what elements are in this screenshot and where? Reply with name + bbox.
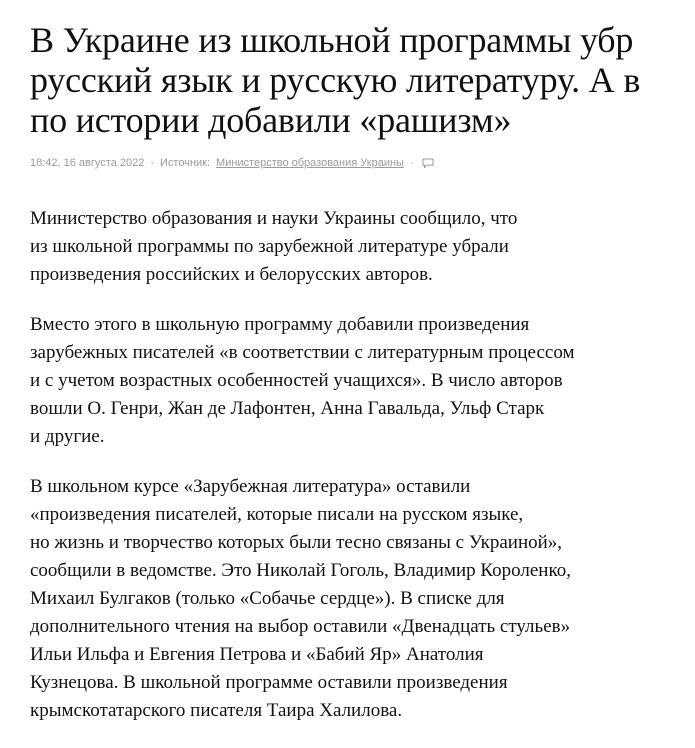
paragraph-line: и другие.	[30, 426, 105, 447]
article-body	[30, 205, 670, 725]
paragraph-line: Ильи Ильфа и Евгения Петрова и «Бабий Яр» Анатолия	[30, 644, 484, 665]
paragraph-line: зарубежных писателей «в соответствии с литературным процессом	[30, 342, 575, 363]
comment-icon[interactable]	[422, 158, 434, 168]
meta-separator: ·	[150, 157, 155, 169]
paragraph-line: «произведения писателей, которые писали на русском языке,	[30, 504, 524, 525]
paragraph	[30, 473, 670, 725]
article-meta	[30, 156, 695, 170]
paragraph-line: вошли О. Генри, Жан де Лафонтен, Анна Гавальда, Ульф Старк	[30, 398, 545, 419]
paragraph-line: В школьном курсе «Зарубежная литература» оставили	[30, 476, 471, 497]
article	[30, 20, 695, 747]
paragraph	[30, 205, 670, 289]
paragraph	[30, 311, 670, 451]
paragraph-line: произведения российских и белорусских авторов.	[30, 264, 433, 285]
meta-separator-2: ·	[409, 157, 414, 169]
paragraph-line: крымскотатарского писателя Таира Халилова.	[30, 700, 403, 721]
paragraph-line: Кузнецова. В школьной программе оставили произведения	[30, 672, 508, 693]
paragraph-line: из школьной программы по зарубежной литературе убрали	[30, 236, 509, 257]
headline-line: русский язык и русскую литературу. А в	[30, 60, 641, 100]
article-headline	[30, 20, 695, 140]
source-link[interactable]: Министерство образования Украины	[216, 157, 404, 169]
headline-line: по истории добавили «рашизм»	[30, 100, 512, 140]
paragraph-line: дополнительного чтения на выбор оставили «Двенадцать стульев»	[30, 616, 571, 637]
paragraph-line: Министерство образования и науки Украины сообщило, что	[30, 208, 518, 229]
headline-line: В Украине из школьной программы убр	[30, 20, 634, 60]
paragraph-line: Вместо этого в школьную программу добавили произведения	[30, 314, 530, 335]
paragraph-line: но жизнь и творчество которых были тесно связаны с Украиной»,	[30, 532, 563, 553]
paragraph-line: и с учетом возрастных особенностей учащихся». В число авторов	[30, 370, 563, 391]
source-label: Источник:	[160, 157, 211, 169]
paragraph-line: сообщили в ведомстве. Это Николай Гоголь, Владимир Короленко,	[30, 560, 571, 581]
paragraph-line: Михаил Булгаков (только «Собачье сердце»). В списке для	[30, 588, 505, 609]
timestamp: 18:42, 16 августа 2022	[30, 157, 145, 169]
